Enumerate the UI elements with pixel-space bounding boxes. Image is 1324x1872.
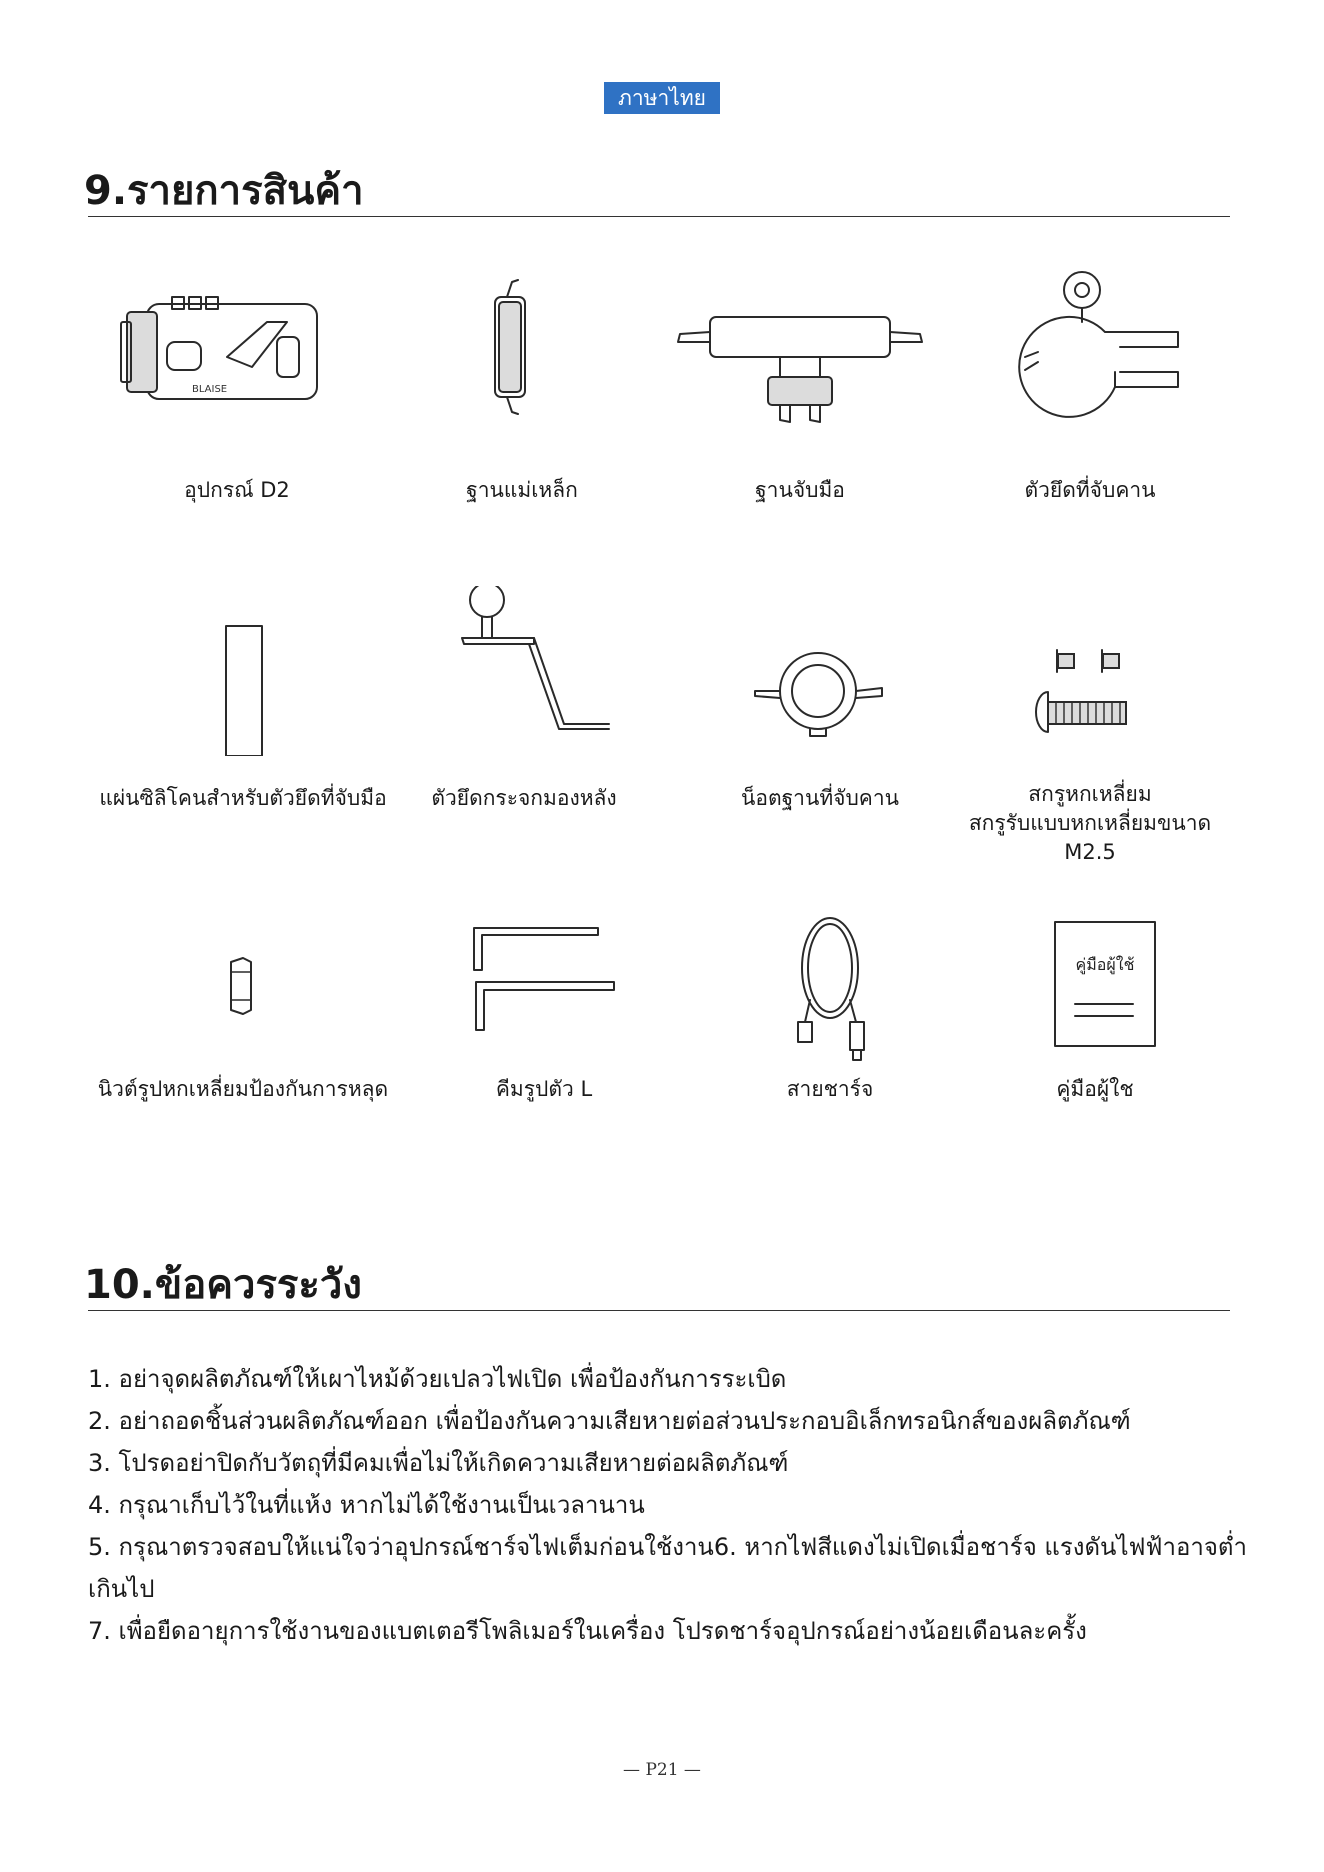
item-label: แผ่นซิลิโคนสำหรับตัวยึดที่จับมือ bbox=[99, 786, 387, 810]
silicone-pad-icon bbox=[83, 586, 403, 756]
item-label: อุปกรณ์ D2 bbox=[184, 478, 290, 502]
item-label: นิวต์รูปหกเหลี่ยมป้องกันการหลุด bbox=[97, 1077, 389, 1101]
item-label: ฐานจับมือ bbox=[755, 478, 845, 502]
page-number: — P21 — bbox=[623, 1760, 701, 1780]
caution-item: 5. กรุณาตรวจสอบให้แน่ใจว่าอุปกรณ์ชาร์จไฟเต็มก่อนใช้งาน6. หากไฟสีแดงไม่เปิดเมื่อชาร์จ แรงดันไฟฟ้าอาจต่ำเกินไป bbox=[88, 1533, 1247, 1603]
svg-text:BLAISE: BLAISE bbox=[192, 384, 228, 395]
hex-lock-nut-icon bbox=[83, 900, 403, 1070]
caution-item: 4. กรุณาเก็บไว้ในที่แห้ง หากไม่ได้ใช้งานเป็นเวลานาน bbox=[88, 1491, 645, 1519]
mirror-mount-icon bbox=[364, 586, 684, 756]
caution-item: 1. อย่าจุดผลิตภัณฑ์ให้เผาไหม้ด้วยเปลวไฟเปิด เพื่อป้องกันการระเบิด bbox=[88, 1365, 787, 1393]
language-badge: ภาษาไทย bbox=[604, 82, 720, 114]
caution-list bbox=[88, 1358, 1248, 1652]
device-d2-icon bbox=[77, 262, 397, 432]
item-label: สายชาร์จ bbox=[786, 1077, 874, 1101]
item-label: สกรูหกเหลี่ยม bbox=[1028, 782, 1152, 806]
handle-base-icon bbox=[640, 262, 960, 432]
section-10-divider bbox=[88, 1310, 1230, 1311]
user-manual-icon bbox=[935, 900, 1255, 1070]
section-9-title: 9.รายการสินค้า bbox=[84, 168, 364, 214]
manual-cover-title: คู่มือผู้ใช้ bbox=[1075, 955, 1135, 974]
item-label: ฐานแม่เหล็ก bbox=[466, 478, 578, 502]
caution-item: 7. เพื่อยืดอายุการใช้งานของแบตเตอรีโพลิเมอร์ในเครื่อง โปรดชาร์จอุปกรณ์อย่างน้อยเดือนละครั้ง bbox=[88, 1617, 1087, 1645]
hex-screw-icon bbox=[930, 586, 1250, 756]
magnetic-base-icon bbox=[362, 262, 682, 432]
handlebar-clamp-icon bbox=[930, 262, 1250, 432]
item-label-line-3: M2.5 bbox=[1064, 840, 1116, 864]
item-label: คู่มือผู้ใช bbox=[1056, 1077, 1134, 1101]
item-label: ตัวยึดกระจกมองหลัง bbox=[431, 786, 617, 810]
section-9-divider bbox=[88, 216, 1230, 217]
item-label: คีมรูปตัว L bbox=[495, 1077, 593, 1101]
item-label: ตัวยึดที่จับคาน bbox=[1024, 478, 1156, 502]
caution-item: 2. อย่าถอดชิ้นส่วนผลิตภัณฑ์ออก เพื่อป้องกันความเสียหายต่อส่วนประกอบอิเล็กทรอนิกส์ของผลิตภัณฑ์ bbox=[88, 1407, 1131, 1435]
item-label-line-2: สกรูรับแบบหกเหลี่ยมขนาด bbox=[968, 811, 1212, 835]
section-10-title: 10.ข้อควรระวัง bbox=[84, 1262, 362, 1308]
l-wrench-icon bbox=[384, 900, 704, 1070]
item-label: น็อตฐานที่จับคาน bbox=[740, 786, 899, 810]
caution-item: 3. โปรดอย่าปิดกับวัตถุที่มีคมเพื่อไม่ให้เกิดความเสียหายต่อผลิตภัณฑ์ bbox=[88, 1449, 789, 1477]
